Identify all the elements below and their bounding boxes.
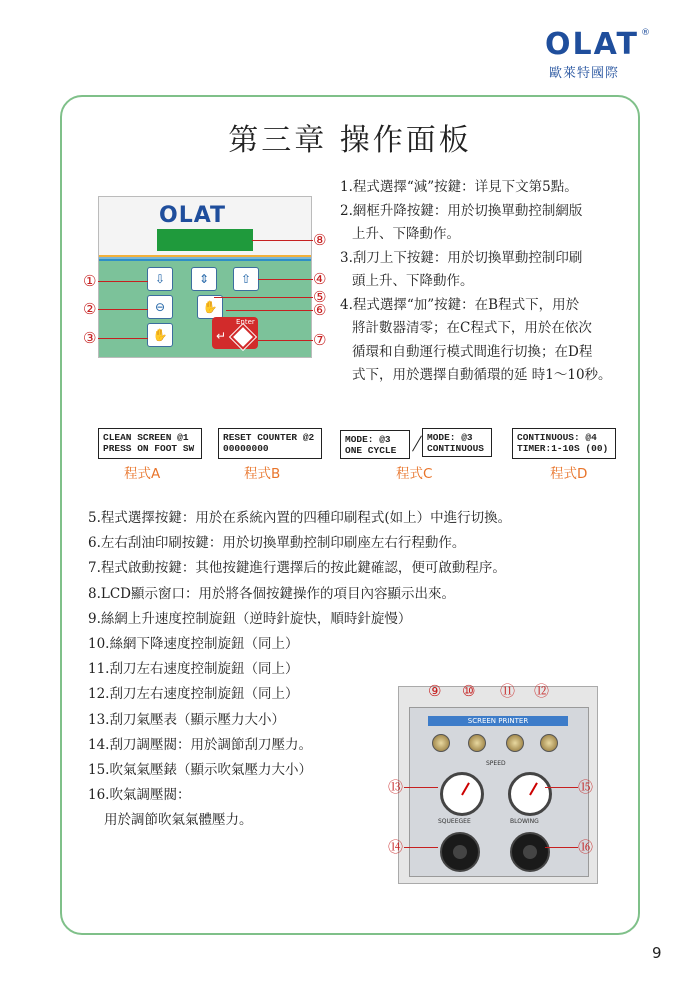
logo-word: OLAT bbox=[545, 27, 639, 62]
callout-line-14 bbox=[404, 847, 438, 848]
logo-subtitle: 歐萊特國際 bbox=[549, 66, 620, 81]
list-item: 6.左右刮油印刷按鍵：用於切換單動控制印刷座左右行程動作。 bbox=[88, 535, 466, 552]
list-item: 5.程式選擇按鍵：用於在系統內置的四種印刷程式(如上）中進行切換。 bbox=[88, 510, 512, 526]
desc-line: 循環和自動運行模式間進行切換；在D程 bbox=[352, 343, 593, 360]
squeegee-label: SQUEEGEE bbox=[438, 818, 471, 825]
photo-banner: SCREEN PRINTER bbox=[428, 716, 568, 726]
knob-11-icon bbox=[506, 734, 524, 752]
list-item: 8.LCD顯示窗口：用於將各個按鍵操作的項目內容顯示出來。 bbox=[88, 585, 455, 602]
callout-4: ④ bbox=[313, 270, 327, 288]
list-item: 14.刮刀調壓閥：用於調節刮刀壓力。 bbox=[88, 736, 312, 753]
return-arrow-icon: ↵ bbox=[216, 329, 227, 343]
enter-diamond-icon bbox=[230, 324, 255, 349]
knob-12-icon bbox=[540, 734, 558, 752]
lcd-window bbox=[157, 229, 253, 251]
enter-label: Enter bbox=[236, 318, 255, 326]
blowing-gauge-icon bbox=[508, 772, 552, 816]
list-item: 10.絲網下降速度控制旋鈕（同上） bbox=[88, 636, 299, 653]
speed-label: SPEED bbox=[486, 760, 506, 767]
mode-a-line2: PRESS ON FOOT SW bbox=[103, 443, 195, 454]
callout-15: ⑮ bbox=[578, 778, 594, 796]
page-number: 9 bbox=[652, 944, 662, 962]
knob-10-icon bbox=[468, 734, 486, 752]
screen-updown-key-icon: ⇕ bbox=[191, 267, 217, 291]
callout-line-1 bbox=[98, 281, 148, 282]
list-item: 11.刮刀左右速度控制旋鈕（同上） bbox=[88, 661, 299, 678]
desc-line: 1.程式選擇“減”按鍵：详見下文第5點。 bbox=[340, 179, 578, 195]
callout-16: ⑯ bbox=[578, 838, 594, 856]
callout-14: ⑭ bbox=[388, 838, 404, 856]
callout-10: ⑩ bbox=[462, 682, 476, 700]
list-item: 9.絲網上升速度控制旋鈕（逆時針旋快，順時針旋慢） bbox=[88, 610, 412, 627]
desc-line: 2.網框升降按鍵：用於切換單動控制網版 bbox=[340, 202, 583, 219]
mode-c-label: 程式C bbox=[396, 466, 433, 482]
lcd-mode-a bbox=[98, 428, 202, 459]
pneumatic-control-photo bbox=[398, 682, 598, 884]
lcd-mode-d bbox=[512, 428, 616, 459]
mode-b-line2: 00000000 bbox=[223, 443, 269, 454]
program-select-key-icon: ⊖ bbox=[147, 295, 173, 319]
callout-line-15 bbox=[545, 787, 578, 788]
callout-1: ① bbox=[83, 272, 97, 290]
mode-b-label: 程式B bbox=[244, 466, 281, 482]
callout-12: ⑫ bbox=[534, 682, 550, 700]
callout-13: ⑬ bbox=[388, 778, 404, 796]
desc-line: 將計數器清零；在C程式下，用於在依次 bbox=[352, 320, 592, 336]
callout-6: ⑥ bbox=[313, 301, 327, 319]
mode-a-label: 程式A bbox=[124, 466, 161, 482]
mode-b-line1: RESET COUNTER @2 bbox=[223, 432, 315, 443]
lcd-mode-b bbox=[218, 428, 322, 459]
mode-c1-line2: ONE CYCLE bbox=[345, 445, 397, 456]
desc-line: 3.刮刀上下按鍵：用於切換單動控制印刷 bbox=[340, 249, 583, 266]
callout-2: ② bbox=[83, 300, 97, 318]
desc-line: 4.程式選擇“加”按鍵：在B程式下，用於 bbox=[340, 296, 580, 313]
mode-d-label: 程式D bbox=[550, 466, 588, 482]
callout-11: ⑪ bbox=[500, 682, 516, 700]
mode-c1-line1: MODE: @3 bbox=[345, 434, 391, 445]
enter-start-key bbox=[212, 317, 258, 349]
photo-panel bbox=[409, 707, 589, 877]
mode-d-line1: CONTINUOUS: @4 bbox=[517, 432, 597, 443]
callout-line-7 bbox=[258, 340, 313, 341]
left-right-print-key-icon: ✋ bbox=[147, 323, 173, 347]
callout-9: ⑨ bbox=[428, 682, 442, 700]
callout-line-13 bbox=[404, 787, 438, 788]
callout-line-3 bbox=[98, 338, 148, 339]
list-item: 7.程式啟動按鍵：其他按鍵進行選擇后的按此鍵確認，便可啟動程序。 bbox=[88, 560, 506, 577]
mode-a-line1: CLEAN SCREEN @1 bbox=[103, 432, 189, 443]
brand-logo bbox=[545, 27, 655, 81]
lcd-mode-c-continuous bbox=[422, 428, 492, 457]
plus-program-key-icon: ⇧ bbox=[233, 267, 259, 291]
lcd-mode-c-one-cycle bbox=[340, 430, 410, 459]
desc-line: 式下，用於選擇自動循環的延 時1～10秒。 bbox=[352, 367, 612, 383]
squeegee-gauge-icon bbox=[440, 772, 484, 816]
desc-line: 上升、下降動作。 bbox=[352, 226, 460, 242]
callout-3: ③ bbox=[83, 329, 97, 347]
control-panel-illustration bbox=[98, 196, 312, 358]
list-item: 13.刮刀氣壓表（顯示壓力大小） bbox=[88, 711, 285, 728]
list-item: 15.吹氣氣壓錶（顯示吹氣壓力大小） bbox=[88, 762, 312, 779]
callout-line-4 bbox=[258, 279, 313, 280]
list-item: 用於調節吹氣氣體壓力。 bbox=[104, 812, 253, 829]
blowing-label: BLOWING bbox=[510, 818, 539, 825]
list-item: 16.吹氣調壓閥： bbox=[88, 787, 191, 804]
callout-line-8 bbox=[252, 240, 313, 241]
mode-c2-line2: CONTINUOUS bbox=[427, 443, 485, 454]
blowing-regulator-icon bbox=[510, 832, 550, 872]
mode-d-line2: TIMER:1-10S (00) bbox=[517, 443, 609, 454]
callout-5: ⑤ bbox=[313, 288, 327, 306]
key-description bbox=[340, 176, 640, 388]
callout-line-16 bbox=[545, 847, 578, 848]
callout-line-5 bbox=[214, 297, 313, 298]
registered-mark: ® bbox=[641, 28, 650, 38]
callout-7: ⑦ bbox=[313, 331, 327, 349]
panel-logo: OLAT bbox=[159, 203, 227, 228]
list-item: 12.刮刀左右速度控制旋鈕（同上） bbox=[88, 686, 299, 703]
minus-program-key-icon: ⇩ bbox=[147, 267, 173, 291]
squeegee-updown-key-icon: ✋ bbox=[197, 295, 223, 319]
callout-8: ⑧ bbox=[313, 231, 327, 249]
callout-line-2 bbox=[98, 309, 148, 310]
knob-9-icon bbox=[432, 734, 450, 752]
callout-line-6 bbox=[226, 310, 313, 311]
squeegee-regulator-icon bbox=[440, 832, 480, 872]
chapter-title: 第三章 操作面板 bbox=[228, 123, 472, 158]
mode-c2-line1: MODE: @3 bbox=[427, 432, 473, 443]
desc-line: 頭上升、下降動作。 bbox=[352, 273, 474, 289]
